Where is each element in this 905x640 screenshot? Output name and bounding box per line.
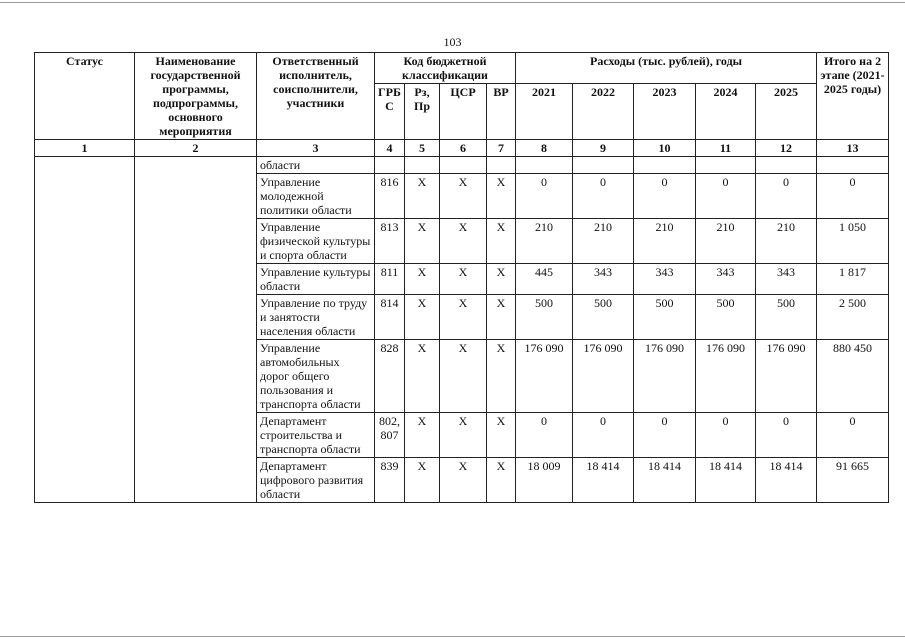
expense-2022: 343 xyxy=(573,264,634,295)
expense-total: 0 xyxy=(817,174,889,219)
expense-2021: 500 xyxy=(516,295,573,340)
csr-code: Х xyxy=(440,264,487,295)
expense-total: 0 xyxy=(817,413,889,458)
header-year-2022: 2022 xyxy=(573,84,634,140)
rz-pr-code: Х xyxy=(405,174,440,219)
expense-2022: 500 xyxy=(573,295,634,340)
expense-2025: 176 090 xyxy=(756,340,817,413)
expense-2022: 210 xyxy=(573,219,634,264)
expense-2021: 18 009 xyxy=(516,458,573,503)
header-status: Статус xyxy=(35,53,135,140)
expense-2023: 500 xyxy=(634,295,696,340)
status-cell xyxy=(35,157,135,503)
rz-pr-code: Х xyxy=(405,295,440,340)
grbs-code: 802, 807 xyxy=(375,413,405,458)
grbs-code: 811 xyxy=(375,264,405,295)
expense-2024: 210 xyxy=(696,219,756,264)
program-name-cell xyxy=(135,157,257,503)
expense-2022: 0 xyxy=(573,174,634,219)
vr-code: Х xyxy=(487,174,516,219)
expense-2023: 0 xyxy=(634,174,696,219)
header-program-name: Наименование государственной программы, подпрограммы, основного мероприятия xyxy=(135,53,257,140)
expense-2025: 0 xyxy=(756,413,817,458)
expense-total: 1 817 xyxy=(817,264,889,295)
column-number: 12 xyxy=(756,140,817,157)
vr-code: Х xyxy=(487,295,516,340)
expense-2024: 343 xyxy=(696,264,756,295)
expense-2021: 0 xyxy=(516,174,573,219)
expense-2024: 500 xyxy=(696,295,756,340)
csr-code: Х xyxy=(440,413,487,458)
executor-name: Управление культуры области xyxy=(257,264,375,295)
header-total: Итого на 2 этапе (2021-2025 годы) xyxy=(817,53,889,140)
expense-2023: 210 xyxy=(634,219,696,264)
expense-2023: 343 xyxy=(634,264,696,295)
header-responsible: Ответственный исполнитель, соисполнители, участники xyxy=(257,53,375,140)
header-vr: ВР xyxy=(487,84,516,140)
column-number: 5 xyxy=(405,140,440,157)
column-number-row xyxy=(35,140,889,157)
expense-2022: 18 414 xyxy=(573,458,634,503)
column-number: 1 xyxy=(35,140,135,157)
header-rz-pr: Рз, Пр xyxy=(405,84,440,140)
expense-2025: 0 xyxy=(756,174,817,219)
column-number: 11 xyxy=(696,140,756,157)
grbs-code: 814 xyxy=(375,295,405,340)
executor-name: Департамент цифрового развития области xyxy=(257,458,375,503)
header-year-2024: 2024 xyxy=(696,84,756,140)
header-year-2023: 2023 xyxy=(634,84,696,140)
rz-pr-code: Х xyxy=(405,340,440,413)
column-number: 13 xyxy=(817,140,889,157)
header-csr: ЦСР xyxy=(440,84,487,140)
page-number: 103 xyxy=(443,35,462,49)
budget-table xyxy=(34,52,889,503)
vr-code: Х xyxy=(487,413,516,458)
csr-code: Х xyxy=(440,340,487,413)
grbs-code: 816 xyxy=(375,174,405,219)
expense-2025: 18 414 xyxy=(756,458,817,503)
expense-2021: 210 xyxy=(516,219,573,264)
csr-code: Х xyxy=(440,295,487,340)
rz-pr-code: Х xyxy=(405,413,440,458)
rz-pr-code: Х xyxy=(405,219,440,264)
expense-total: 2 500 xyxy=(817,295,889,340)
column-number: 8 xyxy=(516,140,573,157)
executor-name: Управление молодежной политики области xyxy=(257,174,375,219)
executor-name: Управление автомобильных дорог общего пользования и транспорта области xyxy=(257,340,375,413)
expense-2021: 445 xyxy=(516,264,573,295)
header-year-2021: 2021 xyxy=(516,84,573,140)
column-number: 6 xyxy=(440,140,487,157)
expense-2025: 210 xyxy=(756,219,817,264)
expense-total: 1 050 xyxy=(817,219,889,264)
continuation-text: области xyxy=(257,157,375,174)
csr-code: Х xyxy=(440,174,487,219)
vr-code: Х xyxy=(487,340,516,413)
header-expenses: Расходы (тыс. рублей), годы xyxy=(516,53,817,84)
expense-2023: 0 xyxy=(634,413,696,458)
csr-code: Х xyxy=(440,458,487,503)
expense-total: 91 665 xyxy=(817,458,889,503)
scan-edge-top xyxy=(0,2,905,3)
rz-pr-code: Х xyxy=(405,264,440,295)
vr-code: Х xyxy=(487,264,516,295)
column-number: 9 xyxy=(573,140,634,157)
expense-total: 880 450 xyxy=(817,340,889,413)
expense-2024: 0 xyxy=(696,174,756,219)
expense-2023: 176 090 xyxy=(634,340,696,413)
expense-2024: 0 xyxy=(696,413,756,458)
expense-2021: 176 090 xyxy=(516,340,573,413)
expense-2022: 176 090 xyxy=(573,340,634,413)
expense-2024: 18 414 xyxy=(696,458,756,503)
executor-name: Управление по труду и занятости населения области xyxy=(257,295,375,340)
expense-2023: 18 414 xyxy=(634,458,696,503)
header-year-2025: 2025 xyxy=(756,84,817,140)
column-number: 2 xyxy=(135,140,257,157)
vr-code: Х xyxy=(487,219,516,264)
grbs-code: 813 xyxy=(375,219,405,264)
rz-pr-code: Х xyxy=(405,458,440,503)
expense-2025: 500 xyxy=(756,295,817,340)
column-number: 10 xyxy=(634,140,696,157)
column-number: 3 xyxy=(257,140,375,157)
column-number: 7 xyxy=(487,140,516,157)
grbs-code: 828 xyxy=(375,340,405,413)
scan-edge-bottom xyxy=(0,636,905,637)
vr-code: Х xyxy=(487,458,516,503)
continuation-row xyxy=(35,157,889,174)
expense-2021: 0 xyxy=(516,413,573,458)
executor-name: Управление физической культуры и спорта области xyxy=(257,219,375,264)
header-grbs: ГРБ С xyxy=(375,84,405,140)
expense-2022: 0 xyxy=(573,413,634,458)
expense-2024: 176 090 xyxy=(696,340,756,413)
column-number: 4 xyxy=(375,140,405,157)
expense-2025: 343 xyxy=(756,264,817,295)
csr-code: Х xyxy=(440,219,487,264)
executor-name: Департамент строительства и транспорта области xyxy=(257,413,375,458)
header-budget-code: Код бюджетной классификации xyxy=(375,53,516,84)
grbs-code: 839 xyxy=(375,458,405,503)
